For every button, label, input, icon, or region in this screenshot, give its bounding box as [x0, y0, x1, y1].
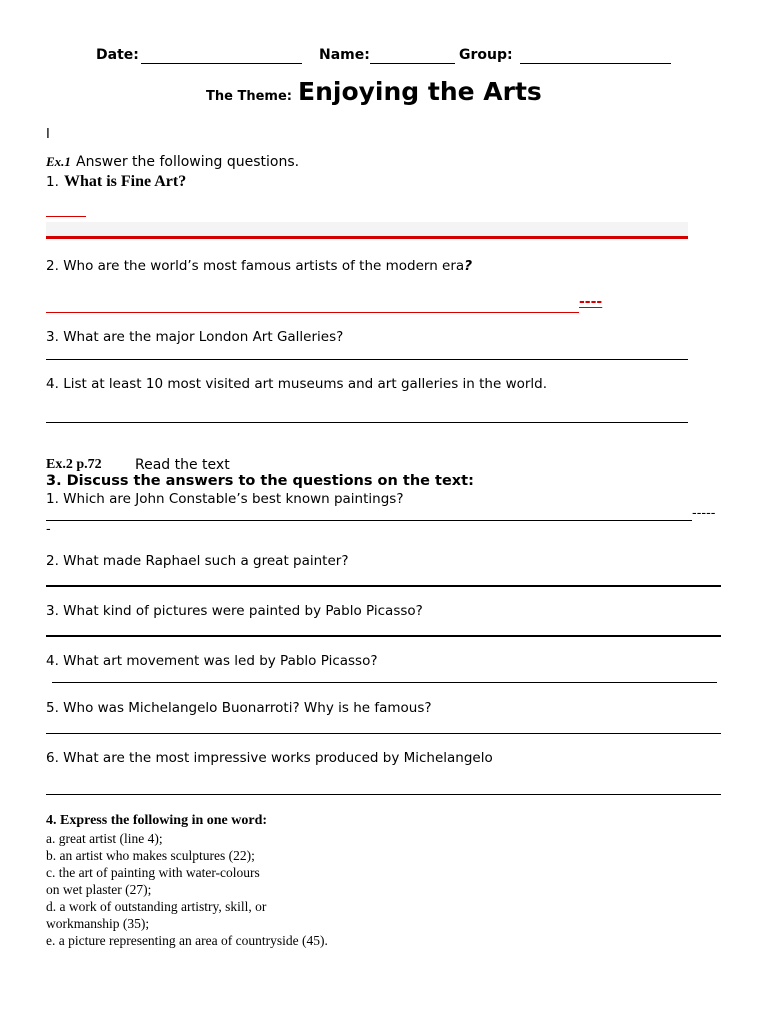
- red-dashes: ----: [579, 294, 603, 310]
- answer-line-red-2[interactable]: [46, 312, 579, 313]
- answer-line-ex3-6[interactable]: [46, 794, 721, 795]
- ex4-heading: 4. Express the following in one word:: [46, 813, 268, 828]
- group-blank[interactable]: [520, 63, 671, 64]
- ex1-question-4: 4. List at least 10 most visited art museums and art galleries in the world.: [46, 376, 548, 392]
- ex3-question-5: 5. Who was Michelangelo Buonarroti? Why is he famous?: [46, 700, 432, 716]
- ex3-question-3: 3. What kind of pictures were painted by Pablo Picasso?: [46, 603, 423, 619]
- list-item: c. the art of painting with water-colours: [46, 865, 260, 880]
- answer-line-red-1[interactable]: [46, 236, 688, 239]
- ex1-question-1: 1. What is Fine Art?: [46, 173, 187, 190]
- ex2-instruction: Read the text: [135, 457, 230, 473]
- ex3-question-1: 1. Which are John Constable’s best known paintings?: [46, 491, 404, 507]
- ex3-q1-tail2: -: [46, 522, 51, 537]
- answer-line-red-short[interactable]: [46, 216, 86, 217]
- ex3-q1-tail: -----: [692, 506, 716, 521]
- ex3-question-6: 6. What are the most impressive works produced by Michelangelo: [46, 750, 493, 766]
- page-title: Enjoying the Arts: [298, 77, 542, 106]
- ex1-question-2: 2. Who are the world’s most famous artists of the modern era?: [46, 258, 473, 274]
- ex1-instruction: Answer the following questions.: [76, 154, 300, 170]
- name-label: Name:: [319, 47, 370, 63]
- answer-line-ex3-1[interactable]: [46, 520, 692, 521]
- highlight-band: [46, 222, 688, 236]
- list-item: workmanship (35);: [46, 916, 150, 931]
- stray-mark: I: [46, 127, 50, 142]
- answer-line-3[interactable]: [46, 359, 688, 360]
- date-blank[interactable]: [141, 63, 302, 64]
- ex1-question-3: 3. What are the major London Art Galleries?: [46, 329, 344, 345]
- answer-line-ex3-4[interactable]: [52, 682, 717, 683]
- group-label: Group:: [459, 47, 513, 63]
- ex3-question-4: 4. What art movement was led by Pablo Picasso?: [46, 653, 378, 669]
- ex2-label: Ex.2 p.72: [46, 457, 102, 472]
- name-blank[interactable]: [370, 63, 455, 64]
- list-item: b. an artist who makes sculptures (22);: [46, 848, 255, 863]
- list-item: e. a picture representing an area of countryside (45).: [46, 933, 328, 948]
- answer-line-ex3-2[interactable]: [46, 585, 721, 587]
- answer-line-4[interactable]: [46, 422, 688, 423]
- answer-line-ex3-5[interactable]: [46, 733, 721, 734]
- ex3-heading: 3. Discuss the answers to the questions on the text:: [46, 473, 474, 489]
- ex4-list: [46, 830, 328, 949]
- date-label: Date:: [96, 47, 139, 63]
- list-item: a. great artist (line 4);: [46, 831, 163, 846]
- header-row: [96, 47, 139, 63]
- answer-line-ex3-3[interactable]: [46, 635, 721, 637]
- list-item: d. a work of outstanding artistry, skill, or: [46, 899, 267, 914]
- list-item: on wet plaster (27);: [46, 882, 152, 897]
- theme-label: The Theme:: [206, 89, 292, 104]
- ex1-heading: [46, 151, 299, 170]
- ex1-label: Ex.1: [46, 154, 71, 169]
- ex3-question-2: 2. What made Raphael such a great painter?: [46, 553, 349, 569]
